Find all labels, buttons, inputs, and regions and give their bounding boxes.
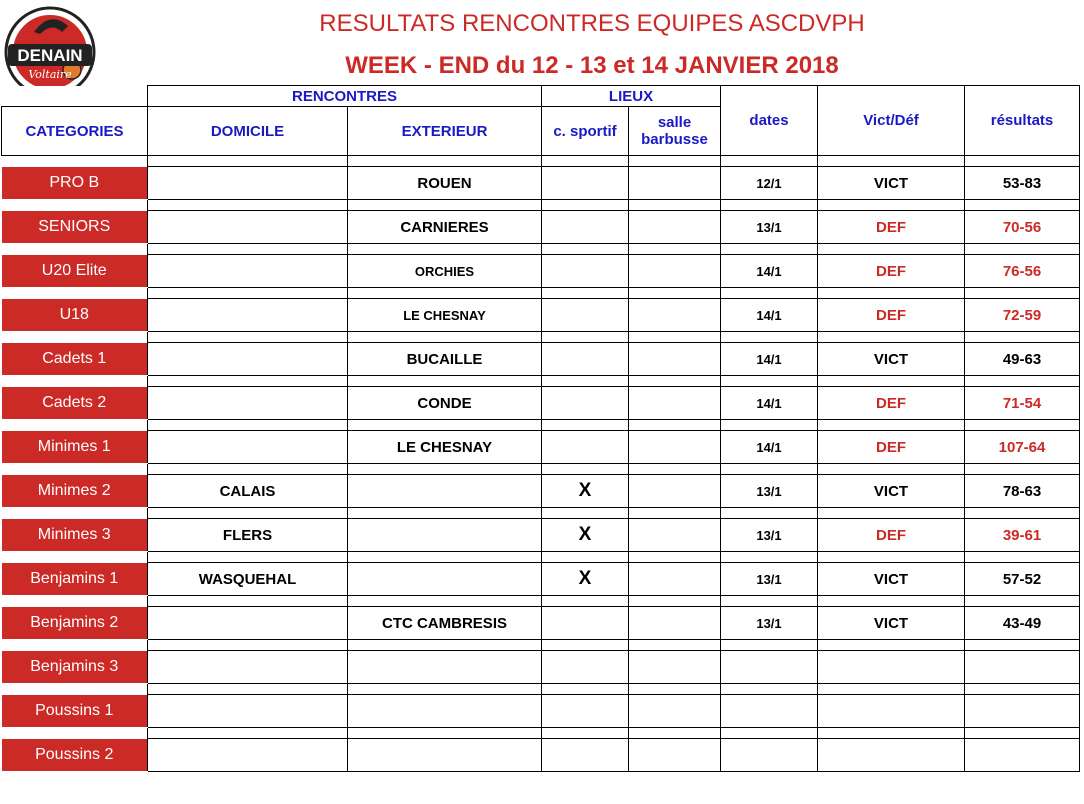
category-cell: Minimes 1 bbox=[2, 431, 148, 464]
category-cell: Poussins 2 bbox=[2, 739, 148, 772]
sportif-cell bbox=[542, 299, 629, 332]
rencontres-header: RENCONTRES bbox=[148, 86, 542, 107]
victdef-cell bbox=[818, 651, 965, 684]
domicile-cell bbox=[148, 651, 348, 684]
domicile-cell bbox=[148, 167, 348, 200]
exterieur-cell bbox=[348, 475, 542, 508]
domicile-cell bbox=[148, 343, 348, 376]
category-cell: Benjamins 1 bbox=[2, 563, 148, 596]
salle-cell bbox=[629, 475, 721, 508]
svg-text:DENAIN: DENAIN bbox=[17, 46, 83, 65]
date-cell bbox=[721, 739, 818, 772]
sportif-header: c. sportif bbox=[542, 107, 629, 156]
table-row bbox=[2, 431, 1080, 464]
result-cell: 107-64 bbox=[965, 431, 1080, 464]
sportif-cell: X bbox=[542, 475, 629, 508]
domicile-cell bbox=[148, 607, 348, 640]
exterieur-cell: LE CHESNAY bbox=[348, 431, 542, 464]
domicile-cell: WASQUEHAL bbox=[148, 563, 348, 596]
sportif-cell bbox=[542, 211, 629, 244]
salle-cell bbox=[629, 387, 721, 420]
victdef-cell: VICT bbox=[818, 563, 965, 596]
result-cell: 78-63 bbox=[965, 475, 1080, 508]
table-row bbox=[2, 695, 1080, 728]
sportif-cell bbox=[542, 431, 629, 464]
sportif-cell bbox=[542, 651, 629, 684]
salle-cell bbox=[629, 695, 721, 728]
category-cell: Cadets 2 bbox=[2, 387, 148, 420]
salle-cell bbox=[629, 739, 721, 772]
date-cell bbox=[721, 695, 818, 728]
category-cell: Benjamins 2 bbox=[2, 607, 148, 640]
sportif-cell bbox=[542, 343, 629, 376]
salle-cell bbox=[629, 299, 721, 332]
domicile-cell bbox=[148, 255, 348, 288]
salle-cell bbox=[629, 343, 721, 376]
sportif-cell bbox=[542, 695, 629, 728]
date-cell: 13/1 bbox=[721, 211, 818, 244]
date-cell: 14/1 bbox=[721, 387, 818, 420]
sportif-cell bbox=[542, 607, 629, 640]
date-cell: 14/1 bbox=[721, 255, 818, 288]
domicile-cell bbox=[148, 387, 348, 420]
exterieur-cell: CONDE bbox=[348, 387, 542, 420]
categories-header: CATEGORIES bbox=[2, 107, 148, 156]
table-row bbox=[2, 475, 1080, 508]
salle-cell bbox=[629, 607, 721, 640]
exterieur-cell bbox=[348, 563, 542, 596]
victdef-cell: VICT bbox=[818, 343, 965, 376]
victdef-cell: DEF bbox=[818, 431, 965, 464]
salle-cell bbox=[629, 651, 721, 684]
exterieur-cell: CTC CAMBRESIS bbox=[348, 607, 542, 640]
table-row bbox=[2, 651, 1080, 684]
salle-cell bbox=[629, 255, 721, 288]
sportif-cell bbox=[542, 167, 629, 200]
result-cell bbox=[965, 651, 1080, 684]
category-cell: Cadets 1 bbox=[2, 343, 148, 376]
table-row bbox=[2, 519, 1080, 552]
sportif-cell bbox=[542, 255, 629, 288]
exterieur-cell: LE CHESNAY bbox=[348, 299, 542, 332]
domicile-cell: CALAIS bbox=[148, 475, 348, 508]
sportif-cell bbox=[542, 739, 629, 772]
exterieur-cell: BUCAILLE bbox=[348, 343, 542, 376]
victdef-cell: DEF bbox=[818, 519, 965, 552]
table-row bbox=[2, 211, 1080, 244]
salle-cell bbox=[629, 431, 721, 464]
victdef-cell: VICT bbox=[818, 607, 965, 640]
result-cell: 72-59 bbox=[965, 299, 1080, 332]
domicile-cell: FLERS bbox=[148, 519, 348, 552]
date-cell: 13/1 bbox=[721, 607, 818, 640]
exterieur-header: EXTERIEUR bbox=[348, 107, 542, 156]
category-cell: U20 Elite bbox=[2, 255, 148, 288]
date-cell: 14/1 bbox=[721, 343, 818, 376]
exterieur-cell bbox=[348, 695, 542, 728]
result-cell: 43-49 bbox=[965, 607, 1080, 640]
table-row bbox=[2, 255, 1080, 288]
date-cell: 14/1 bbox=[721, 431, 818, 464]
salle-cell bbox=[629, 211, 721, 244]
category-cell: Minimes 2 bbox=[2, 475, 148, 508]
date-cell: 14/1 bbox=[721, 299, 818, 332]
table-row bbox=[2, 563, 1080, 596]
result-cell: 76-56 bbox=[965, 255, 1080, 288]
page-title: RESULTATS RENCONTRES EQUIPES ASCDVPH bbox=[319, 10, 865, 37]
domicile-cell bbox=[148, 739, 348, 772]
result-cell bbox=[965, 739, 1080, 772]
sportif-cell: X bbox=[542, 563, 629, 596]
results-table bbox=[1, 85, 1080, 772]
exterieur-cell: CARNIERES bbox=[348, 211, 542, 244]
date-cell: 13/1 bbox=[721, 475, 818, 508]
victdef-header: Vict/Déf bbox=[818, 86, 965, 156]
victdef-cell: VICT bbox=[818, 475, 965, 508]
result-cell: 71-54 bbox=[965, 387, 1080, 420]
table-row bbox=[2, 607, 1080, 640]
domicile-cell bbox=[148, 299, 348, 332]
exterieur-cell: ROUEN bbox=[348, 167, 542, 200]
category-cell: Poussins 1 bbox=[2, 695, 148, 728]
table-row bbox=[2, 343, 1080, 376]
salle-header: salle barbusse bbox=[629, 107, 721, 156]
svg-text:Voltaire: Voltaire bbox=[28, 68, 72, 81]
table-row bbox=[2, 739, 1080, 772]
category-cell: Minimes 3 bbox=[2, 519, 148, 552]
victdef-cell: VICT bbox=[818, 167, 965, 200]
page-subtitle: WEEK - END du 12 - 13 et 14 JANVIER 2018 bbox=[345, 52, 839, 79]
domicile-cell bbox=[148, 431, 348, 464]
date-cell: 13/1 bbox=[721, 563, 818, 596]
domicile-header: DOMICILE bbox=[148, 107, 348, 156]
victdef-cell bbox=[818, 695, 965, 728]
exterieur-cell bbox=[348, 651, 542, 684]
table-row bbox=[2, 167, 1080, 200]
salle-cell bbox=[629, 563, 721, 596]
date-cell: 13/1 bbox=[721, 519, 818, 552]
result-cell: 70-56 bbox=[965, 211, 1080, 244]
domicile-cell bbox=[148, 211, 348, 244]
exterieur-cell: ORCHIES bbox=[348, 255, 542, 288]
victdef-cell: DEF bbox=[818, 211, 965, 244]
sportif-cell bbox=[542, 387, 629, 420]
table-row bbox=[2, 299, 1080, 332]
result-cell: 49-63 bbox=[965, 343, 1080, 376]
date-cell bbox=[721, 651, 818, 684]
category-cell: Benjamins 3 bbox=[2, 651, 148, 684]
lieux-header: LIEUX bbox=[542, 86, 721, 107]
victdef-cell: DEF bbox=[818, 387, 965, 420]
salle-cell bbox=[629, 519, 721, 552]
date-cell: 12/1 bbox=[721, 167, 818, 200]
victdef-cell bbox=[818, 739, 965, 772]
resultats-header: résultats bbox=[965, 86, 1080, 156]
result-cell: 39-61 bbox=[965, 519, 1080, 552]
victdef-cell: DEF bbox=[818, 299, 965, 332]
sportif-cell: X bbox=[542, 519, 629, 552]
category-cell: U18 bbox=[2, 299, 148, 332]
exterieur-cell bbox=[348, 519, 542, 552]
dates-header: dates bbox=[721, 86, 818, 156]
category-cell: SENIORS bbox=[2, 211, 148, 244]
salle-cell bbox=[629, 167, 721, 200]
table-row bbox=[2, 387, 1080, 420]
exterieur-cell bbox=[348, 739, 542, 772]
result-cell: 57-52 bbox=[965, 563, 1080, 596]
category-cell: PRO B bbox=[2, 167, 148, 200]
result-cell bbox=[965, 695, 1080, 728]
victdef-cell: DEF bbox=[818, 255, 965, 288]
result-cell: 53-83 bbox=[965, 167, 1080, 200]
domicile-cell bbox=[148, 695, 348, 728]
